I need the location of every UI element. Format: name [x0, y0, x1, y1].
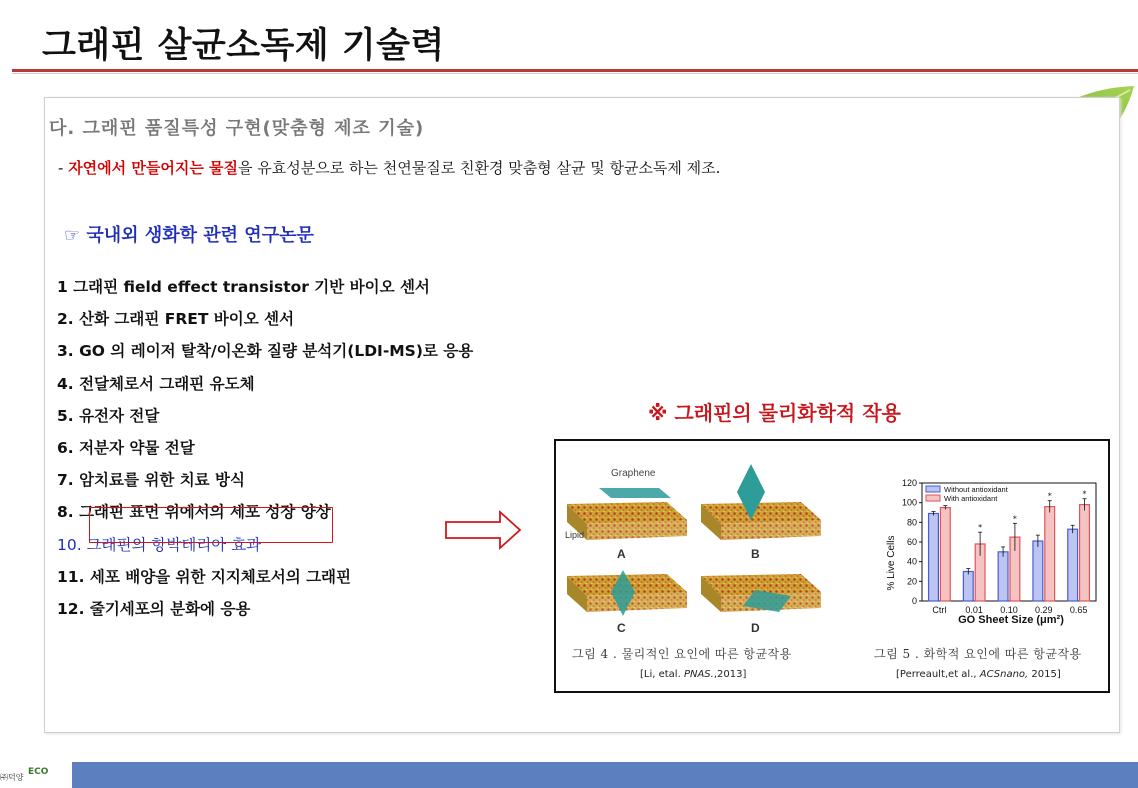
bar-with-antioxidant: [940, 508, 950, 601]
label-b: B: [751, 547, 760, 561]
title-underline: [12, 69, 1138, 72]
ref-close: ,2013]: [713, 669, 747, 680]
figure-4-reference: [640, 669, 746, 680]
legend-swatch: [926, 486, 940, 492]
right-arrow-icon: [444, 510, 524, 550]
y-tick-label: 0: [911, 596, 917, 606]
page-title: 그래핀 살균소독제 기술력: [42, 26, 445, 66]
list-item: 5. 유전자 전달: [57, 406, 160, 425]
figure-box: [554, 439, 1110, 693]
list-item: 6. 저분자 약물 전달: [57, 438, 195, 457]
label-a: A: [617, 547, 626, 561]
x-axis-label: GO Sheet Size (μm²): [958, 614, 1064, 626]
title-underline-shadow: [12, 73, 1138, 74]
bar-without-antioxidant: [929, 513, 939, 601]
papers-heading: ☞ 국내외 생화학 관련 연구논문: [64, 225, 314, 246]
ref-open: [Perreault,et al.,: [896, 669, 980, 680]
section-heading: 다. 그래핀 품질특성 구현(맞춤형 제조 기술): [49, 118, 425, 139]
x-tick-label: 0.01: [965, 605, 983, 615]
x-tick-label: 0.65: [1069, 605, 1088, 615]
ref-open: [Li, etal.: [640, 669, 684, 680]
bar-with-antioxidant: [1080, 505, 1090, 601]
figure-4-caption: 그림 4 . 물리적인 요인에 따른 항균작용: [572, 647, 792, 661]
ref-journal: ACSnano,: [979, 669, 1029, 680]
y-tick-label: 80: [906, 517, 917, 528]
ref-journal: PNAS.: [683, 669, 714, 680]
list-item: 3. GO 의 레이저 탈착/이온화 질량 분석기(LDI-MS)로 응용: [57, 342, 474, 361]
legend-entry: Without antioxidant: [944, 485, 1008, 494]
x-tick-label: 0.29: [1035, 605, 1053, 615]
intro-highlight: 자연에서 만들어지는 물질: [68, 159, 239, 177]
live-cells-bar-chart: [856, 445, 1106, 645]
significance-mark: *: [1047, 491, 1052, 501]
significance-mark: *: [1082, 489, 1087, 499]
y-tick-label: 20: [906, 576, 917, 587]
label-d: D: [751, 621, 760, 635]
y-tick-label: 40: [906, 556, 917, 567]
y-axis-label: % Live Cells: [886, 535, 897, 591]
bar-without-antioxidant: [1033, 541, 1043, 601]
paper-list: [57, 276, 473, 630]
list-item: 1 그래핀 field effect transistor 기반 바이오 센서: [57, 278, 430, 296]
legend-entry: With antioxidant: [944, 494, 998, 503]
figure-5-caption: 그림 5 . 화학적 요인에 따른 항균작용: [874, 647, 1082, 661]
bar-without-antioxidant: [998, 552, 1008, 601]
intro-rest: 을 유효성분으로 하는 천연물질로 친환경 맞춤형 살균 및 항균소독제 제조.: [238, 159, 721, 177]
ref-close: 2015]: [1031, 669, 1061, 680]
list-item: 2. 산화 그래핀 FRET 바이오 센서: [57, 310, 295, 329]
bar-without-antioxidant: [963, 572, 973, 602]
x-tick-label: Ctrl: [932, 605, 947, 615]
company-name: ㈜덕양: [0, 773, 24, 782]
list-item: 8. 그래핀 표면 위에서의 세포 성장 양상: [57, 503, 331, 522]
figure-heading: ※ 그래핀의 물리화학적 작용: [648, 401, 901, 425]
label-graphene: Graphene: [611, 468, 656, 479]
footer-bar: [72, 762, 1138, 788]
legend-swatch: [926, 495, 940, 501]
list-item: 12. 줄기세포의 분화에 응용: [57, 599, 251, 618]
intro-prefix: -: [58, 159, 69, 177]
list-item: 11. 세포 배양을 위한 지지체로서의 그래핀: [57, 567, 352, 586]
label-c: C: [617, 621, 626, 635]
list-item-highlighted: 10. 그래핀의 항박테리아 효과: [57, 535, 262, 554]
label-lipid: Lipid: [565, 530, 585, 540]
highlight-box: [89, 507, 333, 543]
y-tick-label: 120: [901, 478, 917, 488]
y-tick-label: 60: [906, 537, 917, 547]
significance-mark: *: [1012, 514, 1017, 524]
significance-mark: *: [978, 523, 983, 533]
company-logo: [0, 758, 72, 788]
figure-5-reference: [896, 669, 1061, 680]
membrane-illustration: [559, 446, 829, 646]
list-item: 7. 암치료를 위한 치료 방식: [57, 471, 245, 490]
intro-text: [58, 157, 720, 178]
y-tick-label: 100: [901, 497, 917, 508]
company-logo-text: ECO: [28, 767, 49, 777]
list-item: 4. 전달체로서 그래핀 유도체: [57, 374, 255, 393]
bar-without-antioxidant: [1068, 529, 1078, 601]
bar-with-antioxidant: [1045, 507, 1055, 601]
x-tick-label: 0.10: [1000, 605, 1018, 615]
